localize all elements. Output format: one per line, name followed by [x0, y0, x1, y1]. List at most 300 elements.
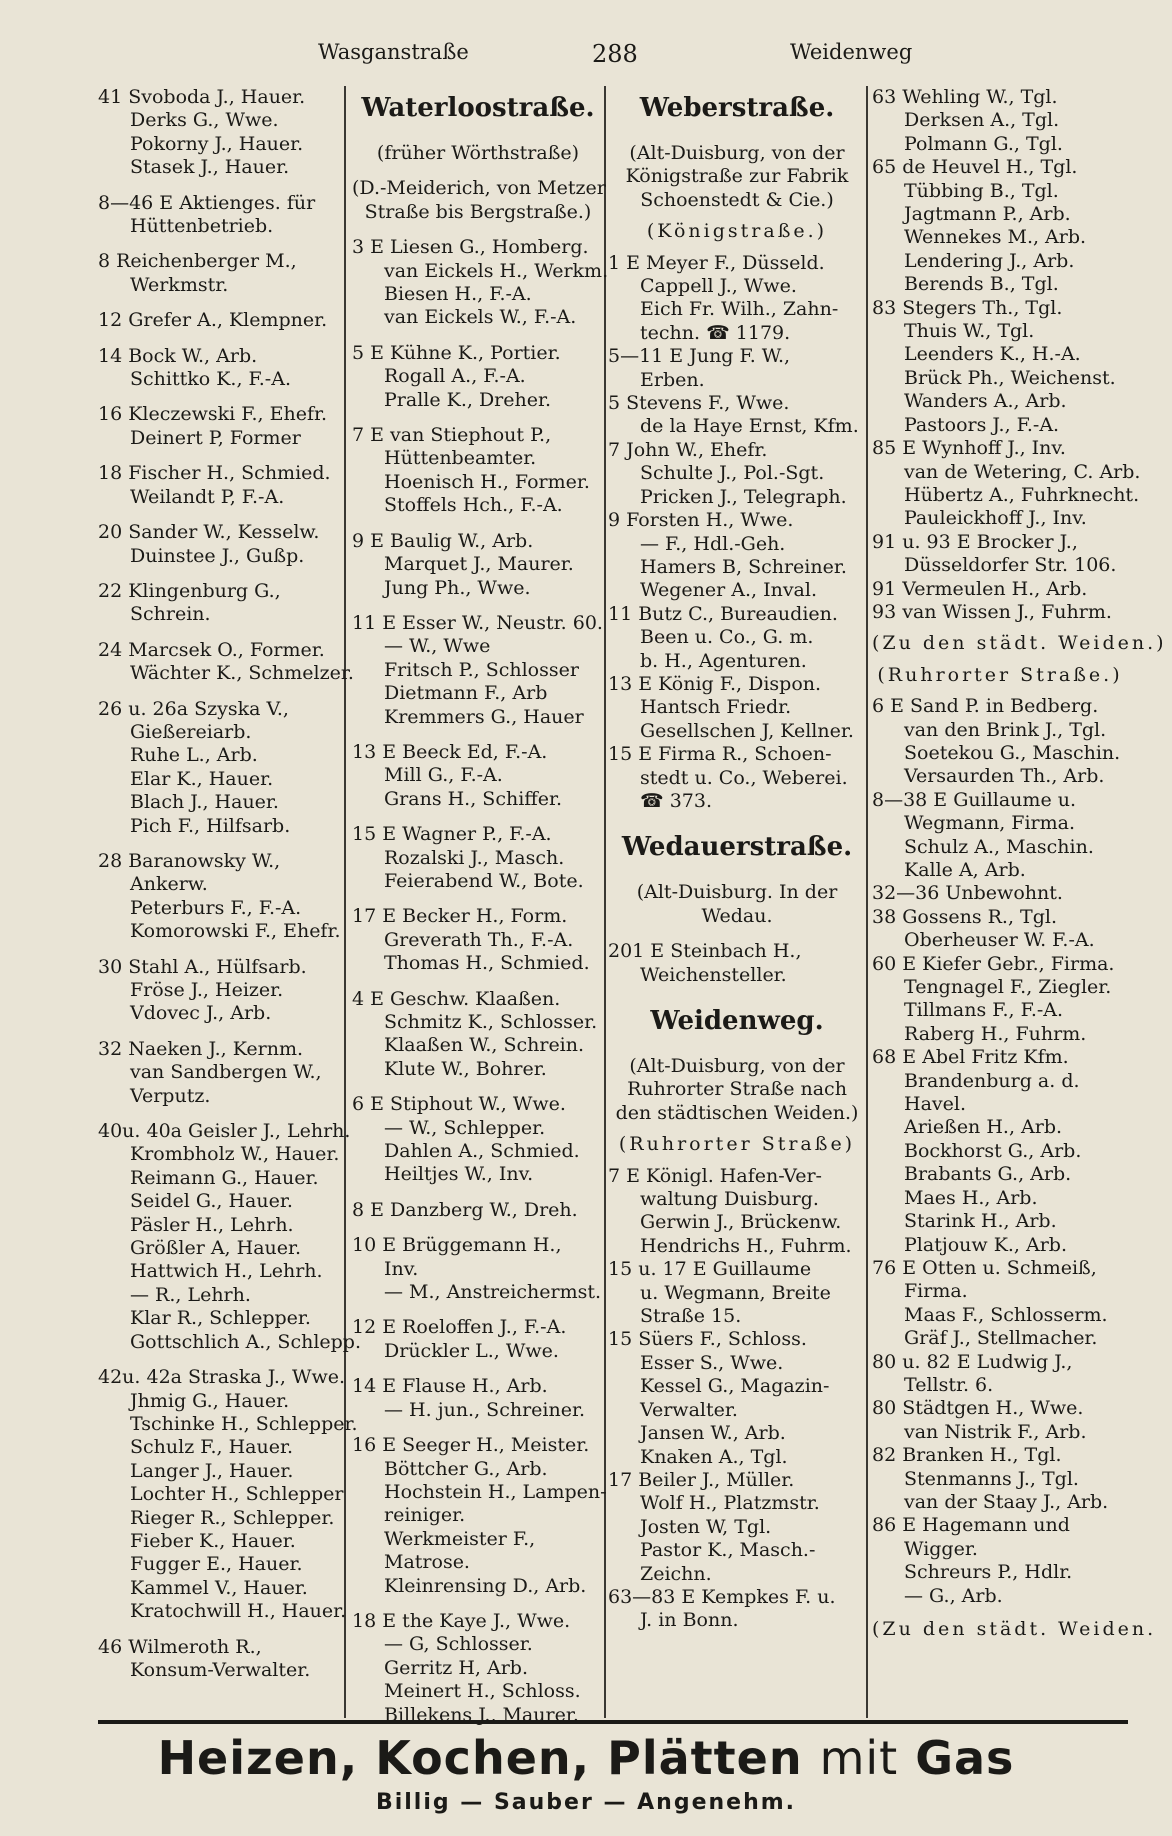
entry-line: 7 John W., Ehefr. — [608, 438, 768, 461]
entry-line: Josten W, Tgl. — [640, 1515, 772, 1538]
entry-line: 6 E Stiphout W., Wwe. — [352, 1093, 566, 1116]
header-right-street: Weidenweg — [790, 40, 913, 64]
entry-line: Raberg H., Fuhrm. — [904, 1022, 1087, 1045]
entry-line: Platjouw K., Arb. — [904, 1233, 1068, 1256]
entry-line: Kleinrensing D., Arb. — [384, 1574, 587, 1597]
entry-line: Bockhorst G., Arb. — [904, 1139, 1082, 1162]
spacer — [352, 1363, 604, 1375]
entry-line: Wennekes M., Arb. — [904, 226, 1087, 249]
entry-line: de la Haye Ernst, Kfm. — [640, 415, 859, 438]
spacer — [98, 180, 340, 192]
entry-line: Pauleickhoff J., Inv. — [904, 507, 1087, 530]
street-note — [608, 1055, 866, 1125]
spacer — [98, 686, 340, 698]
entry-line: Eich Fr. Wilh., Zahn- — [640, 298, 839, 321]
column-divider — [866, 86, 868, 1718]
spacer — [98, 838, 340, 850]
entry-line: Wegener A., Inval. — [640, 579, 817, 602]
entry-line: Tschinke H., Schlepper. — [130, 1412, 358, 1435]
entry-line: Kalle A, Arb. — [904, 859, 1026, 881]
entry-line: Verwalter. — [640, 1398, 738, 1421]
entry-line: Peterburs F., F.-A. — [130, 896, 302, 919]
entry-line: Drückler L., Wwe. — [384, 1339, 559, 1362]
entry-line: 40u. 40a Geisler J., Lehrh. — [98, 1120, 351, 1143]
entry-line: Schulz F., Hauer. — [130, 1436, 294, 1459]
spacer — [352, 1222, 604, 1234]
entry-line: Rogall A., F.-A. — [384, 365, 526, 388]
entry-line: Brandenburg a. d. — [904, 1069, 1080, 1092]
advertisement-rule — [98, 1720, 1128, 1724]
entry-line: 80 Städtgen H., Wwe. — [872, 1397, 1084, 1420]
spacer — [98, 1108, 340, 1120]
entry-line: u. Wegmann, Breite — [640, 1281, 831, 1304]
entry-line: 24 Marcsek O., Former. — [98, 638, 325, 661]
entry-line: Verputz. — [130, 1084, 211, 1107]
spacer — [352, 1187, 604, 1199]
entry-line: Wigger. — [904, 1537, 978, 1560]
entry-line: Esser S., Wwe. — [640, 1351, 784, 1374]
entry-line: Erben. — [640, 368, 705, 391]
entry-line: Schmitz K., Schlosser. — [384, 1011, 598, 1033]
entry-line: 15 E Firma R., Schoen- — [608, 743, 832, 766]
street-title-wedauerstrasse: Wedauerstraße. — [621, 832, 853, 863]
note-line: Straße bis Bergstraße.) — [364, 200, 592, 223]
entry-line: 68 E Abel Fritz Kfm. — [872, 1046, 1069, 1069]
ad-gas: Gas — [915, 1731, 1015, 1785]
entry-line: Inv. — [384, 1257, 419, 1280]
entry-line: Jansen W., Arb. — [640, 1422, 786, 1445]
ad-subline: Billig — Sauber — Angenehm. — [375, 1790, 797, 1815]
spacer — [352, 976, 604, 988]
entry-line: 3 E Liesen G., Homberg. — [352, 236, 589, 259]
entry-line: 8 Reichenberger M., — [98, 250, 297, 273]
entry-line: Gerwin J., Brückenw. — [640, 1211, 842, 1234]
entry-line: Werkmstr. — [130, 273, 229, 296]
section-heading: (Ruhrorter Straße) — [618, 1133, 856, 1156]
spacer — [98, 450, 340, 462]
entry-line: Kessel G., Magazin- — [640, 1375, 830, 1398]
entry-line: 93 van Wissen J., Fuhrm. — [872, 600, 1112, 623]
entry-line: Thuis W., Tgl. — [904, 320, 1035, 343]
entry-line: — R., Lehrh. — [130, 1283, 251, 1306]
entry-line: 22 Klingenburg G., — [98, 579, 281, 602]
spacer — [98, 1624, 340, 1636]
entry-line: Schittko K., F.-A. — [130, 368, 291, 391]
entry-line: 38 Gossens R., Tgl. — [872, 905, 1057, 928]
entry-line: Schrein. — [130, 603, 211, 626]
column-2 — [352, 86, 609, 1727]
entry-line: Pricken J., Telegraph. — [640, 485, 847, 508]
entry-line: Feierabend W., Bote. — [384, 869, 584, 892]
entry-line: Wegmann, Firma. — [904, 812, 1076, 835]
entry-line: Brabants G., Arb. — [904, 1163, 1072, 1186]
entry-line: Cappell J., Wwe. — [640, 275, 797, 298]
column-divider — [604, 86, 606, 1718]
entry-line: Weichensteller. — [640, 963, 787, 986]
entry-line: stedt u. Co., Weberei. — [640, 766, 848, 789]
entry-line: 17 Beiler J., Müller. — [608, 1468, 795, 1491]
entry-line: Gerritz H, Arb. — [384, 1656, 529, 1679]
section-heading: (Ruhrorter Straße.) — [877, 663, 1123, 686]
entry-line: 76 E Otten u. Schmeiß, — [872, 1256, 1097, 1279]
column-divider — [344, 86, 346, 1718]
entry-line: 82 Branken H., Tgl. — [872, 1444, 1062, 1467]
entry-line: Vdovec J., Arb. — [130, 1002, 272, 1025]
entry-line: 8—46 E Aktienges. für — [98, 191, 316, 214]
spacer — [352, 1598, 604, 1610]
spacer — [98, 1354, 340, 1366]
entry-line: — G., Arb. — [904, 1584, 1003, 1607]
entry-line: Pastor K., Masch.- — [640, 1539, 816, 1562]
entry-line: 20 Sander W., Kesselw. — [98, 521, 320, 544]
entry-line: 5—11 E Jung F. W., — [608, 345, 791, 368]
entry-line: 63 Wehling W., Tgl. — [872, 86, 1058, 108]
entry-line: Pralle K., Dreher. — [384, 388, 552, 411]
spacer — [352, 518, 604, 530]
entry-line: Hüttenbetrieb. — [130, 215, 274, 238]
entry-line: Hochstein H., Lampen- — [384, 1480, 607, 1503]
entry-line: Hendrichs H., Fuhrm. — [640, 1234, 852, 1257]
entry-line: 15 u. 17 E Guillaume — [608, 1258, 812, 1281]
spacer — [98, 391, 340, 403]
entry-line: 14 E Flause H., Arb. — [352, 1375, 548, 1398]
spacer — [352, 1081, 604, 1093]
entry-line: 5 E Kühne K., Portier. — [352, 341, 561, 364]
entry-line: Marquet J., Maurer. — [384, 553, 574, 576]
entry-line: Böttcher G., Arb. — [384, 1457, 548, 1480]
entry-line: Elar K., Hauer. — [130, 767, 274, 790]
spacer — [352, 811, 604, 823]
entry-line: Oberheuser W. F.-A. — [904, 929, 1095, 952]
entry-line: Hübertz A., Fuhrknecht. — [904, 483, 1140, 506]
spacer — [98, 238, 340, 250]
entry-line: 16 E Seeger H., Meister. — [352, 1434, 590, 1457]
entry-line: Brück Ph., Weichenst. — [904, 366, 1116, 389]
entry-line: van de Wetering, C. Arb. — [904, 460, 1141, 483]
entry-line: Wächter K., Schmelzer. — [130, 662, 354, 685]
entry-line: 12 E Roeloffen J., F.-A. — [352, 1316, 567, 1339]
entry-line: van Eickels H., Werkm. — [384, 259, 609, 282]
entries — [608, 940, 866, 987]
gas-advertisement — [0, 1728, 1172, 1818]
entry-line: Maes H., Arb. — [904, 1186, 1038, 1209]
entry-line: J. in Bonn. — [640, 1609, 739, 1632]
note-line: (Alt-Duisburg. In der — [636, 881, 838, 904]
spacer — [98, 627, 340, 639]
entry-line: 17 E Becker H., Form. — [352, 905, 568, 928]
entry-line: 15 E Wagner P., F.-A. — [352, 823, 552, 846]
entry-line: — G, Schlosser. — [384, 1633, 533, 1656]
entry-line: Arießen H., Arb. — [904, 1116, 1063, 1139]
entry-line: 32—36 Unbewohnt. — [872, 882, 1063, 905]
entry-line: ☎ 373. — [640, 789, 713, 812]
entry-line: 15 Süers F., Schloss. — [608, 1328, 807, 1351]
entry-line: Stoffels Hch., F.-A. — [384, 494, 563, 517]
entry-line: Wolf H., Platzmstr. — [640, 1492, 820, 1515]
spacer — [98, 1026, 340, 1038]
entry-line: Größler A, Hauer. — [130, 1237, 302, 1260]
entry-line: — W., Schlepper. — [384, 1116, 546, 1139]
entry-line: Lendering J., Arb. — [904, 249, 1075, 272]
column-1 — [98, 86, 362, 1682]
entry-line: Starink H., Arb. — [904, 1210, 1057, 1233]
entry-line: Jhmig G., Hauer. — [130, 1389, 290, 1412]
entry-line: Polmann G., Tgl. — [904, 132, 1063, 155]
entry-line: Klaaßen W., Schrein. — [384, 1034, 585, 1057]
entry-line: 8—38 E Guillaume u. — [872, 788, 1076, 811]
entry-line: 14 Bock W., Arb. — [98, 344, 258, 367]
street-note — [608, 881, 866, 928]
entry-line: reiniger. — [384, 1504, 466, 1527]
entry-line: Dietmann F., Arb — [384, 682, 548, 705]
spacer — [98, 509, 340, 521]
entry-line: Dahlen A., Schmied. — [384, 1140, 580, 1163]
entry-line: Blach J., Hauer. — [130, 791, 279, 814]
spacer — [352, 729, 604, 741]
entry-line: Tillmans F., F.-A. — [904, 999, 1064, 1022]
entry-line: Gräf J., Stellmacher. — [904, 1327, 1098, 1350]
entry-line: Ruhe L., Arb. — [130, 744, 258, 767]
entry-line: Rieger R., Schlepper. — [130, 1506, 335, 1529]
entry-line: Jagtmann P., Arb. — [904, 203, 1071, 226]
entry-line: Pich F., Hilfsarb. — [130, 814, 291, 837]
spacer — [98, 333, 340, 345]
entry-line: 11 Butz C., Bureaudien. — [608, 602, 838, 625]
entry-line: 30 Stahl A., Hülfsarb. — [98, 955, 307, 978]
entry-line: Duinstee J., Gußp. — [130, 544, 305, 567]
entry-line: Lochter H., Schlepper — [130, 1483, 344, 1506]
entry-line: 91 Vermeulen H., Arb. — [872, 577, 1088, 600]
entry-line: Schulte J., Pol.-Sgt. — [640, 462, 825, 485]
entry-line: Reimann G., Hauer. — [130, 1166, 319, 1189]
street-note — [608, 142, 866, 212]
entry-line: Fieber K., Hauer. — [130, 1529, 296, 1552]
entry-line: Leenders K., H.-A. — [904, 343, 1081, 366]
entry-line: Tübbing B., Tgl. — [904, 179, 1059, 202]
entry-line: 80 u. 82 E Ludwig J., — [872, 1350, 1073, 1373]
entry-line: 18 Fischer H., Schmied. — [98, 462, 331, 485]
entry-line: Komorowski F., Ehefr. — [130, 920, 341, 943]
entry-line: 9 Forsten H., Wwe. — [608, 509, 794, 532]
entry-line: 26 u. 26a Szyska V., — [98, 697, 289, 720]
entry-line: Derksen A., Tgl. — [904, 109, 1060, 132]
entry-line: Meinert H., Schloss. — [384, 1680, 581, 1703]
spacer — [352, 600, 604, 612]
entry-line: 4 E Geschw. Klaaßen. — [352, 987, 561, 1010]
entry-line: 12 Grefer A., Klempner. — [98, 309, 328, 332]
entry-line: 46 Wilmeroth R., — [98, 1635, 262, 1658]
entry-line: — M., Anstreichermst. — [384, 1281, 602, 1304]
entry-line: van Eickels W., F.-A. — [384, 306, 577, 329]
entry-line: Wanders A., Arb. — [904, 390, 1067, 413]
spacer — [352, 1304, 604, 1316]
entry-line: Düsseldorfer Str. 106. — [904, 554, 1117, 577]
note-line: Wedau. — [701, 904, 773, 927]
entry-line: Thomas H., Schmied. — [384, 952, 590, 975]
street-note — [352, 177, 604, 224]
entry-line: Gottschlich A., Schlepp. — [130, 1330, 362, 1353]
entry-line: Deinert P, Former — [130, 426, 301, 449]
entry-line: 9 E Baulig W., Arb. — [352, 529, 534, 552]
entry-line: Hüttenbeamter. — [384, 447, 537, 470]
entry-line: Jung Ph., Wwe. — [384, 576, 531, 599]
entry-line: Kratochwill H., Hauer. — [130, 1600, 347, 1623]
section-heading: (Zu den städt. Weiden.) — [872, 632, 1167, 655]
entry-line: Been u. Co., G. m. — [640, 626, 814, 649]
note-line: Königstraße zur Fabrik — [625, 165, 849, 188]
street-note: (früher Wörthstraße) — [376, 142, 580, 164]
ad-headline — [0, 1728, 1172, 1788]
entry-line: Biesen H., F.-A. — [384, 283, 532, 306]
spacer — [352, 412, 604, 424]
entry-line: Knaken A., Tgl. — [640, 1445, 788, 1468]
section-heading: (Königstraße.) — [646, 220, 828, 243]
entry-line: 41 Svoboda J., Hauer. — [98, 86, 306, 108]
entry-line: 86 E Hagemann und — [872, 1514, 1070, 1537]
entry-line: Pokorny J., Hauer. — [130, 132, 304, 155]
entry-line: Hamers B, Schreiner. — [640, 555, 847, 578]
entry-line: Fugger E., Hauer. — [130, 1553, 303, 1576]
entry-line: Berends B., Tgl. — [904, 273, 1059, 296]
entry-line: 201 E Steinbach H., — [608, 940, 802, 963]
note-line: Ruhrorter Straße nach — [627, 1078, 847, 1101]
entry-line: — H. jun., Schreiner. — [384, 1398, 585, 1421]
note-line: (Alt-Duisburg, von der — [629, 142, 845, 164]
street-title-weberstrasse: Weberstraße. — [639, 93, 835, 123]
entry-line: — F., Hdl.-Geh. — [640, 532, 786, 555]
entry-line: waltung Duisburg. — [640, 1188, 819, 1211]
section-heading: (Zu den städt. Weiden. — [872, 1618, 1157, 1640]
entry-line: Grans H., Schiffer. — [384, 787, 563, 810]
entry-line: 16 Kleczewski F., Ehefr. — [98, 403, 328, 426]
entry-line: techn. ☎ 1179. — [640, 321, 791, 344]
entry-line: Schulz A., Maschin. — [904, 835, 1094, 858]
entry-line: Billekens J., Maurer. — [384, 1703, 579, 1726]
entry-line: 7 E van Stiephout P., — [352, 424, 552, 447]
spacer — [352, 1422, 604, 1434]
running-header — [0, 40, 1172, 80]
entry-line: 65 de Heuvel H., Tgl. — [872, 156, 1078, 179]
note-line: (D.-Meiderich, von Metzer — [352, 177, 606, 200]
entry-line: b. H., Agenturen. — [640, 649, 807, 672]
column-4 — [872, 86, 1167, 1649]
spacer — [352, 330, 604, 342]
entry-line: 91 u. 93 E Brocker J., — [872, 530, 1078, 553]
entry-line: 60 E Kiefer Gebr., Firma. — [872, 952, 1115, 975]
page-number: 288 — [592, 40, 638, 68]
note-line: (Alt-Duisburg, von der — [629, 1055, 845, 1077]
spacer — [352, 893, 604, 905]
entry-line: 5 Stevens F., Wwe. — [608, 392, 790, 415]
entry-line: Stenmanns J., Tgl. — [904, 1467, 1079, 1490]
entry-line: Fritsch P., Schlosser — [384, 658, 579, 681]
entry-line: Hattwich H., Lehrh. — [130, 1260, 323, 1283]
entry-line: Hoenisch H., Former. — [384, 470, 590, 493]
entry-line: 83 Stegers Th., Tgl. — [872, 296, 1063, 319]
entries — [352, 236, 609, 1727]
ad-mit: mit — [819, 1731, 899, 1785]
entry-line: Kammel V., Hauer. — [130, 1576, 308, 1599]
note-line: Schoenstedt & Cie.) — [640, 188, 834, 211]
spacer — [98, 568, 340, 580]
entry-line: 1 E Meyer F., Düsseld. — [608, 251, 825, 274]
street-title-waterloostrasse: Waterloostraße. — [361, 93, 595, 123]
entry-line: Hantsch Friedr. — [640, 696, 792, 719]
ad-main-text: Heizen, Kochen, Plätten — [157, 1731, 803, 1785]
spacer — [98, 944, 340, 956]
entry-line: Matrose. — [384, 1551, 470, 1574]
entry-line: Langer J., Hauer. — [130, 1459, 294, 1482]
entry-line: Werkmeister F., — [384, 1527, 536, 1550]
entry-line: Derks G., Wwe. — [130, 109, 279, 132]
entry-line: van Sandbergen W., — [130, 1061, 322, 1084]
entry-line: Firma. — [904, 1280, 968, 1303]
entries — [872, 695, 1128, 1608]
entry-line: 85 E Wynhoff J., Inv. — [872, 437, 1066, 460]
entry-line: Schreurs P., Hdlr. — [904, 1561, 1073, 1584]
header-left-street: Wasganstraße — [318, 40, 469, 64]
entry-line: — W., Wwe — [384, 635, 491, 658]
entry-line: Mill G., F.-A. — [384, 764, 503, 787]
entry-line: Versaurden Th., Arb. — [904, 765, 1105, 788]
entries — [608, 1165, 866, 1633]
entry-line: Soetekou G., Maschin. — [904, 741, 1121, 764]
entry-line: 42u. 42a Straska J., Wwe. — [98, 1366, 346, 1389]
street-title-weidenweg: Weidenweg. — [650, 1006, 824, 1036]
entries — [608, 252, 866, 814]
entry-line: Ankerw. — [130, 873, 208, 896]
entry-line: Päsler H., Lehrh. — [130, 1213, 294, 1236]
entry-line: Pastoors J., F.-A. — [904, 413, 1060, 436]
entry-line: Tengnagel F., Ziegler. — [904, 976, 1112, 999]
entry-line: Rozalski J., Masch. — [384, 846, 565, 869]
entry-line: Klute W., Bohrer. — [384, 1057, 547, 1080]
entry-line: van der Staay J., Arb. — [904, 1490, 1109, 1513]
entry-line: 18 E the Kaye J., Wwe. — [352, 1609, 571, 1632]
entry-line: Tellstr. 6. — [904, 1373, 994, 1396]
entry-line: van Nistrik F., Arb. — [904, 1420, 1087, 1443]
entry-line: van den Brink J., Tgl. — [904, 718, 1107, 741]
entry-line: Zeichn. — [640, 1562, 712, 1585]
entry-line: 13 E Beeck Ed, F.-A. — [352, 740, 548, 763]
entry-line: 13 E König F., Dispon. — [608, 672, 822, 695]
entry-line: 7 E Königl. Hafen-Ver- — [608, 1164, 822, 1187]
entry-line: Seidel G., Hauer. — [130, 1190, 293, 1213]
entry-line: Gesellschen J, Kellner. — [640, 719, 854, 742]
entry-line: 10 E Brüggemann H., — [352, 1234, 562, 1257]
entry-line: 6 E Sand P. in Bedberg. — [872, 695, 1099, 718]
entry-line: Weilandt P, F.-A. — [130, 485, 285, 508]
entry-line: Havel. — [904, 1093, 966, 1116]
entry-line: Heiltjes W., Inv. — [384, 1163, 534, 1186]
entry-line: Stasek J., Hauer. — [130, 156, 290, 179]
entry-line: 11 E Esser W., Neustr. 60. — [352, 611, 603, 634]
entry-line: Kremmers G., Hauer — [384, 705, 584, 728]
entry-line: Straße 15. — [640, 1305, 742, 1328]
entry-line: Fröse J., Heizer. — [130, 979, 284, 1001]
entry-line: Maas F., Schlosserm. — [904, 1303, 1108, 1326]
spacer — [98, 297, 340, 309]
entry-line: Gießereiarb. — [130, 720, 252, 743]
entry-line: Konsum-Verwalter. — [130, 1658, 311, 1681]
entries — [872, 86, 1141, 624]
column-3 — [608, 86, 866, 1633]
entry-line: Krombholz W., Hauer. — [130, 1143, 340, 1166]
note-line: den städtischen Weiden.) — [615, 1101, 859, 1124]
entry-line: 28 Baranowsky W., — [98, 849, 281, 872]
entry-line: Greverath Th., F.-A. — [384, 928, 574, 951]
entry-line: 32 Naeken J., Kernm. — [98, 1037, 304, 1060]
